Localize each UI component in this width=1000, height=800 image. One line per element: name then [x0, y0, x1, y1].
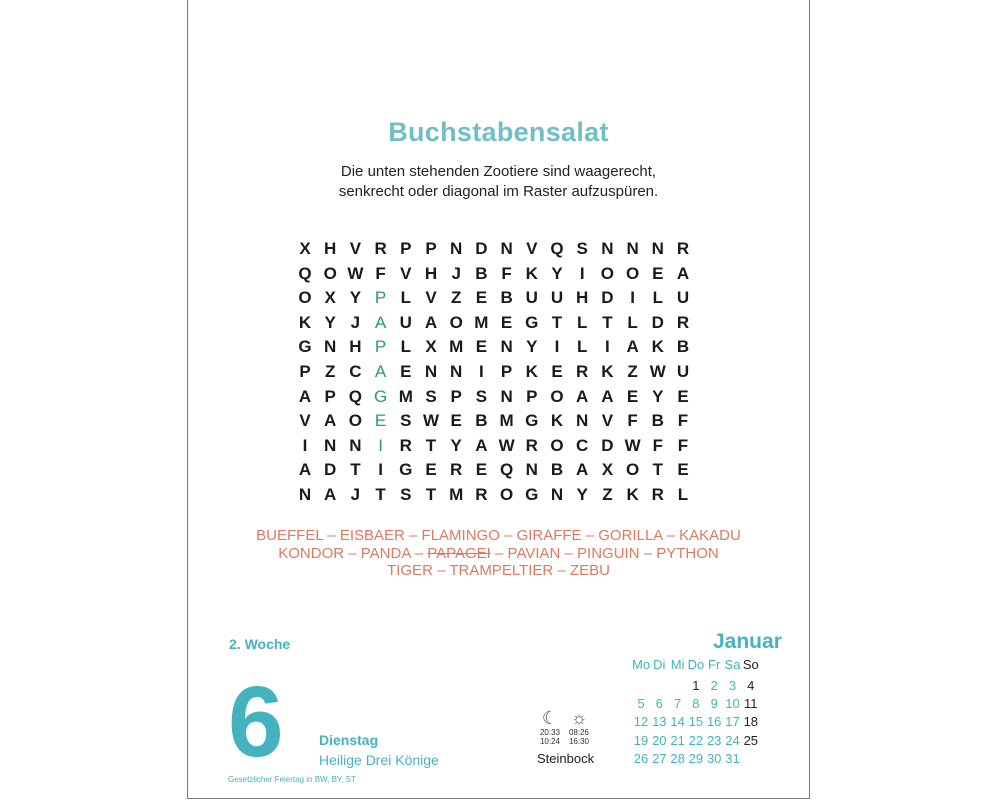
grid-letter: S — [425, 386, 437, 406]
calendar-day: 16 — [706, 714, 722, 730]
grid-letter: O — [323, 263, 337, 283]
grid-letter: W — [624, 435, 641, 455]
grid-letter: G — [298, 337, 312, 357]
grid-letter: O — [600, 263, 614, 283]
grid-letter: O — [449, 312, 463, 332]
grid-letter-found: I — [378, 435, 383, 455]
word-list-line — [188, 527, 809, 545]
grid-letter: W — [422, 411, 440, 431]
grid-letter: M — [398, 386, 413, 406]
grid-letter: B — [475, 411, 488, 431]
moon-icon: ☾ — [541, 708, 559, 728]
grid-letter: N — [424, 362, 438, 381]
grid-letter: R — [651, 485, 664, 504]
grid-letter: O — [298, 288, 312, 308]
grid-letter: F — [652, 435, 663, 455]
grid-letter: N — [450, 362, 463, 381]
calendar-day: 24 — [725, 732, 740, 748]
grid-letter: E — [677, 460, 689, 480]
grid-letter: J — [451, 263, 461, 283]
word-item: EISBAER — [339, 527, 405, 544]
word-separator: – — [344, 544, 361, 562]
calendar-day: 19 — [633, 732, 649, 748]
calendar-day: 28 — [670, 750, 685, 766]
grid-letter: F — [375, 263, 386, 283]
grid-letter: B — [550, 460, 564, 480]
grid-letter: C — [349, 362, 362, 381]
weekday-header: Mi — [670, 657, 685, 672]
grid-letter: B — [651, 411, 664, 431]
grid-letter: P — [526, 386, 538, 406]
grid-letter: R — [475, 485, 488, 504]
calendar-day: 17 — [725, 714, 740, 730]
grid-letter: U — [550, 288, 564, 308]
legal-holiday-note: Gesetzlicher Feiertag in BW, BY, ST — [228, 775, 356, 784]
calendar-day: 18 — [743, 714, 759, 730]
grid-letter: N — [450, 239, 463, 258]
word-item: BUEFFEL — [256, 527, 324, 544]
grid-letter: K — [525, 362, 538, 381]
grid-letter: G — [525, 411, 539, 431]
grid-letter: D — [601, 435, 614, 455]
weekday-header: Sa — [724, 657, 741, 672]
grid-letter: A — [576, 460, 589, 480]
calendar-day: 5 — [637, 696, 645, 712]
calendar-day: 31 — [725, 750, 740, 766]
word-item: TRAMPELTIER — [449, 562, 554, 579]
instruction-line: senkrecht oder diagonal im Raster aufzuspüren. — [338, 183, 659, 200]
word-item: PINGUIN — [577, 544, 640, 562]
word-separator: – — [323, 527, 340, 544]
calendar-day: 25 — [743, 732, 759, 748]
grid-letter: L — [576, 337, 588, 357]
grid-letter: Q — [550, 239, 564, 258]
grid-letter: I — [579, 263, 585, 283]
grid-letter: Z — [602, 485, 613, 504]
calendar-day: 15 — [688, 714, 704, 730]
grid-letter: V — [299, 411, 311, 431]
grid-letter: N — [349, 435, 362, 455]
calendar-day: 12 — [633, 714, 649, 730]
word-separator: – — [410, 544, 428, 562]
grid-letter: O — [499, 485, 514, 504]
grid-letter: N — [525, 460, 538, 480]
word-list-line — [188, 545, 809, 563]
calendar-day: 13 — [652, 714, 667, 730]
grid-letter: W — [498, 435, 515, 455]
grid-letter: E — [450, 411, 462, 431]
grid-letter: E — [652, 263, 664, 283]
word-item: PYTHON — [656, 544, 719, 562]
calendar-day: 23 — [706, 732, 722, 748]
grid-letter: Y — [324, 312, 336, 332]
grid-letter: Y — [551, 263, 563, 283]
grid-letter: L — [652, 288, 663, 308]
grid-letter: S — [400, 411, 412, 431]
grid-letter: P — [324, 386, 336, 406]
grid-letter: T — [350, 460, 361, 480]
day-number: 6 — [228, 666, 284, 778]
grid-letter: M — [499, 411, 514, 431]
grid-letter: X — [324, 288, 336, 308]
grid-letter: N — [298, 485, 312, 504]
calendar-day: 2 — [710, 678, 718, 693]
grid-letter: T — [425, 485, 437, 504]
grid-letter: R — [399, 435, 412, 455]
weekday-header: So — [742, 657, 759, 672]
moon-rise: 20:33 — [539, 728, 561, 737]
weekday-header: Do — [687, 657, 705, 672]
grid-letter: K — [651, 337, 664, 357]
grid-letter: C — [576, 435, 589, 455]
word-list — [188, 527, 809, 580]
grid-letter: E — [677, 386, 689, 406]
grid-letter: N — [324, 337, 337, 357]
grid-letter: P — [450, 386, 462, 406]
grid-letter: O — [625, 460, 640, 480]
instruction-line: Die unten stehenden Zootiere sind waagerecht, — [340, 163, 657, 180]
grid-letter: O — [348, 411, 362, 431]
grid-letter: O — [550, 435, 564, 455]
zodiac-sign: Steinbock — [537, 751, 595, 766]
grid-letter: Y — [652, 386, 664, 406]
grid-letter: O — [625, 263, 640, 283]
grid-letter: S — [576, 239, 588, 258]
sun-rise: 08:26 — [568, 728, 590, 737]
word-item: PANDA — [360, 544, 411, 562]
grid-letter: G — [525, 485, 539, 504]
grid-letter: R — [374, 239, 387, 258]
grid-letter: P — [400, 239, 412, 258]
calendar-day: 7 — [673, 696, 682, 712]
word-separator: – — [404, 527, 422, 544]
grid-letter: E — [400, 362, 412, 381]
grid-letter: Y — [349, 288, 362, 308]
word-separator: – — [639, 544, 657, 562]
grid-letter: X — [425, 337, 437, 357]
word-item: FLAMINGO — [421, 527, 500, 544]
grid-letter: V — [526, 239, 538, 258]
grid-letter: H — [349, 337, 362, 357]
word-item: PAVIAN — [507, 544, 561, 562]
grid-letter: I — [605, 337, 610, 357]
grid-letter: P — [500, 362, 513, 381]
grid-letter: F — [627, 411, 638, 431]
grid-letter: T — [551, 312, 563, 332]
grid-letter: N — [576, 411, 589, 431]
grid-letter: G — [399, 460, 413, 480]
grid-letter: E — [425, 460, 437, 480]
grid-letter: N — [500, 386, 513, 406]
grid-letter: I — [554, 337, 560, 357]
grid-letter: H — [324, 239, 337, 258]
grid-letter: H — [424, 263, 438, 283]
grid-letter-found: G — [373, 386, 388, 406]
word-item: KAKADU — [679, 527, 741, 544]
grid-letter: L — [576, 312, 588, 332]
calendar-page — [187, 0, 810, 799]
grid-letter: V — [349, 239, 362, 258]
grid-letter: Z — [450, 288, 462, 308]
grid-letter: I — [479, 362, 484, 381]
grid-letter: A — [475, 435, 488, 455]
grid-letter: K — [601, 362, 614, 381]
word-separator: – — [490, 544, 508, 562]
grid-letter: P — [299, 362, 311, 381]
grid-letter: A — [298, 460, 312, 480]
grid-letter: Y — [450, 435, 462, 455]
grid-letter: E — [475, 337, 488, 357]
grid-letter: S — [400, 485, 412, 504]
word-item: KONDOR — [278, 544, 345, 562]
grid-letter: V — [601, 411, 614, 431]
weekday-header: Di — [653, 657, 666, 672]
grid-letter: G — [525, 312, 539, 332]
calendar-day: 8 — [692, 696, 700, 712]
calendar-day: 1 — [692, 678, 700, 693]
grid-letter: B — [676, 337, 690, 357]
puzzle-instructions — [188, 162, 809, 202]
grid-letter: M — [474, 312, 489, 332]
grid-letter: W — [649, 362, 666, 381]
grid-letter: F — [501, 263, 512, 283]
calendar-day: 20 — [652, 732, 667, 748]
grid-letter-found: A — [374, 362, 387, 381]
grid-letter: R — [676, 312, 690, 332]
grid-letter: R — [676, 239, 690, 258]
moon-times — [534, 708, 566, 746]
calendar-day: 3 — [728, 678, 737, 693]
word-item: GIRAFFE — [516, 527, 582, 544]
grid-letter: T — [602, 312, 613, 332]
grid-letter: U — [399, 312, 412, 332]
grid-letter: L — [400, 288, 411, 308]
calendar-day: 10 — [725, 696, 740, 712]
grid-letter: Y — [526, 337, 538, 357]
grid-letter: L — [400, 337, 411, 357]
grid-letter: N — [500, 239, 513, 258]
calendar-day: 30 — [706, 750, 722, 766]
grid-letter: N — [651, 239, 664, 258]
grid-letter: N — [500, 337, 513, 357]
grid-letter-found: E — [374, 411, 387, 431]
grid-letter: K — [550, 411, 564, 431]
grid-letter: A — [324, 411, 337, 431]
grid-letter: I — [378, 460, 383, 480]
grid-letter: A — [424, 312, 438, 332]
grid-letter: A — [576, 386, 589, 406]
week-label: 2. Woche — [229, 636, 291, 652]
grid-letter: Q — [499, 460, 514, 480]
grid-letter: I — [302, 435, 308, 455]
grid-letter: B — [500, 288, 513, 308]
grid-letter: U — [525, 288, 538, 308]
grid-letter: A — [298, 386, 312, 406]
sun-icon: ☼ — [570, 708, 588, 728]
grid-letter: V — [425, 288, 437, 308]
grid-letter: E — [475, 288, 488, 308]
grid-letter: D — [651, 312, 664, 332]
grid-letter: D — [601, 288, 614, 308]
word-separator: – — [499, 527, 517, 544]
letter-grid — [295, 237, 705, 509]
grid-letter: W — [347, 263, 364, 283]
grid-letter: N — [550, 485, 564, 504]
grid-letter: J — [350, 312, 361, 332]
grid-letter: E — [626, 386, 639, 406]
grid-letter: K — [298, 312, 312, 332]
grid-letter: B — [475, 263, 488, 283]
grid-letter: V — [400, 263, 412, 283]
calendar-day: 4 — [747, 678, 755, 693]
grid-letter: F — [677, 411, 689, 431]
grid-letter: A — [626, 337, 639, 357]
word-item: TIGER — [387, 562, 433, 579]
grid-letter: J — [350, 485, 361, 504]
grid-letter: Q — [298, 263, 312, 283]
grid-letter: A — [324, 485, 337, 504]
sun-times — [563, 708, 595, 746]
grid-letter: E — [500, 312, 513, 332]
grid-letter: K — [525, 263, 538, 283]
grid-letter: N — [626, 239, 639, 258]
calendar-day: 27 — [652, 750, 667, 766]
weekday-header: Mo — [632, 657, 651, 672]
grid-letter: H — [576, 288, 589, 308]
word-separator: – — [560, 544, 578, 562]
moon-set: 10:24 — [539, 737, 561, 746]
grid-letter: Q — [348, 386, 362, 406]
word-item: GORILLA — [598, 527, 663, 544]
grid-letter: R — [576, 362, 589, 381]
grid-letter: N — [601, 239, 614, 258]
grid-letter: E — [551, 362, 563, 381]
weekday-header: Fr — [708, 657, 721, 672]
grid-letter: N — [324, 435, 337, 455]
grid-letter: U — [676, 288, 690, 308]
grid-letter-found: P — [374, 288, 387, 308]
grid-letter: Z — [324, 362, 336, 381]
word-separator: – — [553, 562, 570, 579]
word-separator: – — [662, 527, 680, 544]
grid-letter: D — [475, 239, 488, 258]
grid-letter: E — [475, 460, 488, 480]
grid-letter-found: A — [374, 312, 387, 332]
calendar-day: 6 — [655, 696, 663, 712]
grid-letter: O — [550, 386, 564, 406]
word-item: ZEBU — [569, 562, 610, 579]
word-item: PAPAGEI — [427, 544, 491, 562]
grid-letter: M — [449, 485, 464, 504]
calendar-day: 14 — [670, 714, 685, 730]
grid-letter: X — [299, 239, 311, 258]
grid-letter: A — [601, 386, 614, 406]
grid-letter: T — [652, 460, 663, 480]
grid-letter: T — [425, 435, 437, 455]
calendar-day: 11 — [744, 696, 758, 712]
grid-letter: K — [626, 485, 639, 504]
calendar-day: 29 — [688, 750, 704, 766]
word-separator: – — [581, 527, 599, 544]
word-list-line — [188, 562, 809, 580]
grid-letter: L — [627, 312, 638, 332]
grid-letter: R — [525, 435, 538, 455]
calendar-day: 9 — [710, 696, 718, 712]
grid-letter: R — [450, 460, 463, 480]
holiday-label: Heilige Drei Könige — [319, 752, 439, 768]
grid-letter: D — [324, 460, 337, 480]
grid-letter: P — [425, 239, 437, 258]
month-title: Januar — [713, 630, 782, 653]
grid-letter: S — [475, 386, 488, 406]
grid-letter: X — [601, 460, 614, 480]
word-separator: – — [432, 562, 450, 579]
grid-letter: T — [375, 485, 386, 504]
grid-letter: A — [676, 263, 690, 283]
calendar-day: 22 — [688, 732, 704, 748]
grid-letter: F — [677, 435, 689, 455]
grid-letter: L — [677, 485, 689, 504]
calendar-day: 26 — [633, 750, 649, 766]
grid-letter: I — [630, 288, 635, 308]
grid-letter: Z — [627, 362, 638, 381]
grid-letter: M — [449, 337, 464, 357]
weekday-label: Dienstag — [319, 732, 379, 748]
puzzle-title: Buchstabensalat — [388, 117, 609, 147]
sun-set: 16:30 — [568, 737, 590, 746]
grid-letter-found: P — [374, 337, 387, 357]
calendar-day: 21 — [670, 732, 685, 748]
grid-letter: Y — [576, 485, 588, 504]
grid-letter: U — [676, 362, 690, 381]
